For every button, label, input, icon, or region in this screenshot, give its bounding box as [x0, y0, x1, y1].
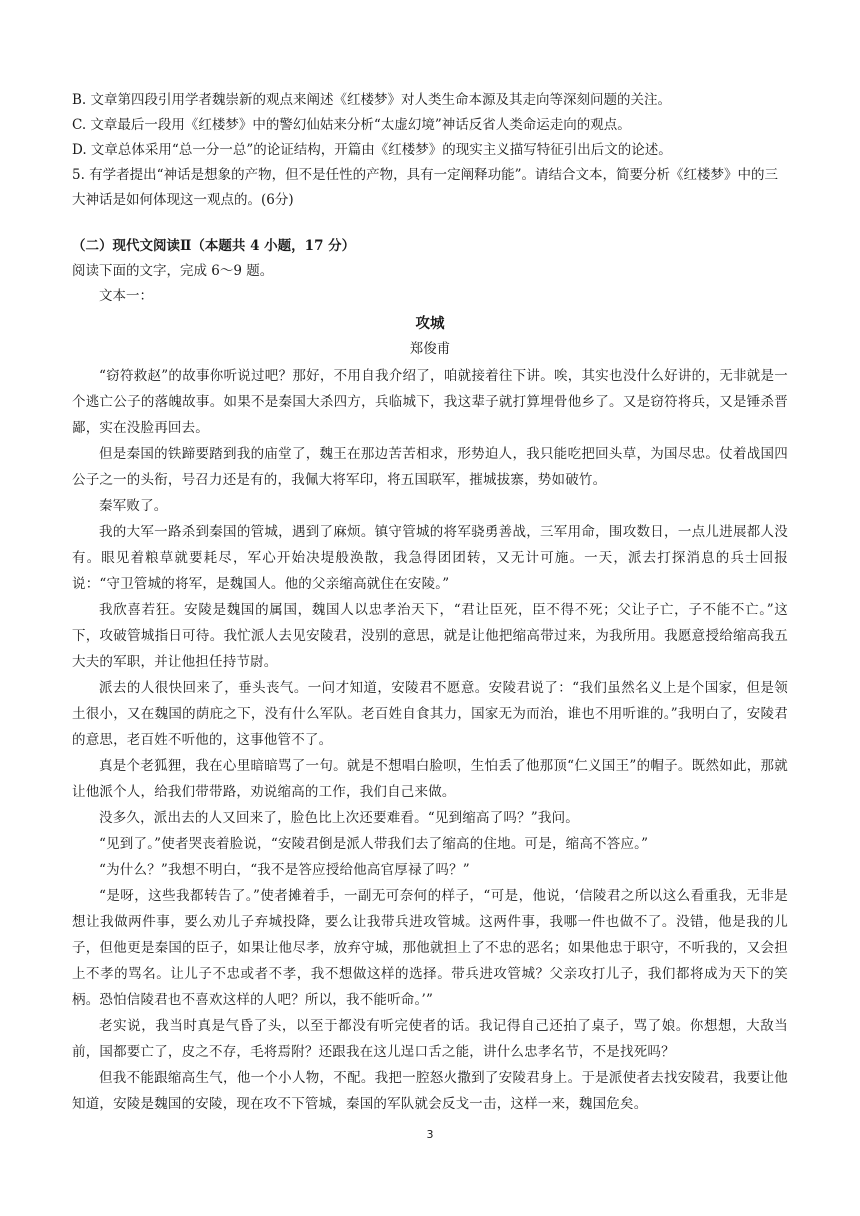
paragraph: “是呀，这些我都转告了。”使者摊着手，一副无可奈何的样子，“可是，他说，‘信陵君之所以这么看重我，无非是想让我做两件事，要么劝儿子弃城投降，要么让我带兵进攻管城。这两件事，我哪一件也做不了。没错，他是我的儿子，但他更是秦国的臣子，如果让他尽孝，放弃守城，那他就担上了不忠的恶名；如果他忠于职守，不听我的，又会担上不孝的骂名。让儿子不忠或者不孝，我不想做这样的选择。带兵进攻管城？父亲攻打儿子，我们都将成为天下的笑柄。恐怕信陵君也不喜欢这样的人吧？所以，我不能听命。’”	[72, 888, 788, 1008]
paragraph: 没多久，派出去的人又回来了，脸色比上次还要难看。“见到缩高了吗？”我问。	[99, 810, 580, 826]
paragraph: “窃符救赵”的故事你听说过吧？那好，不用自我介绍了，咱就接着往下讲。唉，其实也没什么好讲的，无非就是一个逃亡公子的落魄故事。如果不是秦国大杀四方，兵临城下，我这辈子就打算埋骨他乡了。又是窃符将兵，又是锤杀晋鄙，实在没脸再回去。	[72, 368, 788, 436]
option-d: D. 文章总体采用“总一分一总”的论证结构，开篇由《红楼梦》的现实主义描写特征引出后文的论述。	[72, 142, 672, 158]
option-b: B. 文章第四段引用学者魏崇新的观点来阐述《红楼梦》对人类生命本源及其走向等深刻问题的关注。	[72, 92, 672, 108]
document-page	[72, 88, 788, 1117]
article-body	[72, 363, 788, 1117]
option-c: C. 文章最后一段用《红楼梦》中的警幻仙姑来分析“太虚幻境”神话反省人类命运走向的观点。	[72, 117, 631, 133]
paragraph: 我的大军一路杀到秦国的管城，遇到了麻烦。镇守管城的将军骁勇善战，三军用命，围攻数日，一点儿进展都人没有。眼见着粮草就要耗尽，军心开始决堤般涣散，我急得团团转，又无计可施。一天，派去打探消息的兵士回报说：“守卫管城的将军，是魏国人。他的父亲缩高就住在安陵。”	[72, 524, 788, 592]
section-instruction: 阅读下面的文字，完成 6～9 题。	[72, 263, 274, 279]
article-title: 攻城	[415, 315, 445, 332]
paragraph: 但是秦国的铁蹄要踏到我的庙堂了，魏王在那边苦苦相求，形势迫人，我只能吃把回头草，为国尽忠。仗着战国四公子之一的头衔，号召力还是有的，我佩大将军印，将五国联军，摧城拔寨，势如破竹。	[72, 446, 788, 488]
paragraph: 我欣喜若狂。安陵是魏国的属国，魏国人以忠孝治天下，“君让臣死，臣不得不死；父让子亡，子不能不亡。”这下，攻破管城指日可待。我忙派人去见安陵君，没别的意思，就是让他把缩高带过来，为我所用。我愿意授给缩高我五大夫的军职，并让他担任持节尉。	[72, 602, 788, 670]
paragraph: “为什么？”我想不明白，“我不是答应授给他高官厚禄了吗？”	[99, 862, 470, 878]
text-label: 文本一：	[99, 288, 153, 304]
paragraph: 派去的人很快回来了，垂头丧气。一问才知道，安陵君不愿意。安陵君说了：“我们虽然名义上是个国家，但是领土很小，又在魏国的荫庇之下，没有什么军队。老百姓自食其力，国家无为而治，谁也不用听谁的。”我明白了，安陵君的意思，老百姓不听他的，这事他管不了。	[72, 680, 788, 748]
page-number: 3	[426, 1128, 434, 1141]
paragraph: 秦军败了。	[99, 498, 168, 514]
paragraph: 真是个老狐狸，我在心里暗暗骂了一句。就是不想唱白脸呗，生怕丢了他那顶“仁义国王”的帽子。既然如此，那就让他派个人，给我们带带路，劝说缩高的工作，我们自己来做。	[72, 758, 788, 800]
paragraph: 但我不能跟缩高生气，他一个小人物，不配。我把一腔怒火撒到了安陵君身上。于是派使者去找安陵君，我要让他知道，安陵是魏国的安陵，现在攻不下管城，秦国的军队就会反戈一击，这样一来，魏国危矣。	[72, 1070, 788, 1112]
article-author: 郑俊甫	[409, 341, 451, 357]
paragraph: 老实说，我当时真是气昏了头，以至于都没有听完使者的话。我记得自己还拍了桌子，骂了娘。你想想，大敌当前，国都要亡了，皮之不存，毛将焉附？还跟我在这儿逞口舌之能，讲什么忠孝名节，不是找死吗？	[72, 1018, 788, 1060]
question-5: 5. 有学者提出“神话是想象的产物，但不是任性的产物，具有一定阐释功能”。请结合文本，简要分析《红楼梦》中的三大神话是如何体现这一观点的。(6分)	[72, 167, 778, 208]
section-heading: （二）现代文阅读Ⅱ（本题共 4 小题，17 分）	[72, 238, 356, 254]
paragraph: “见到了。”使者哭丧着脸说，“安陵君倒是派人带我们去了缩高的住地。可是，缩高不答应。”	[99, 836, 649, 852]
